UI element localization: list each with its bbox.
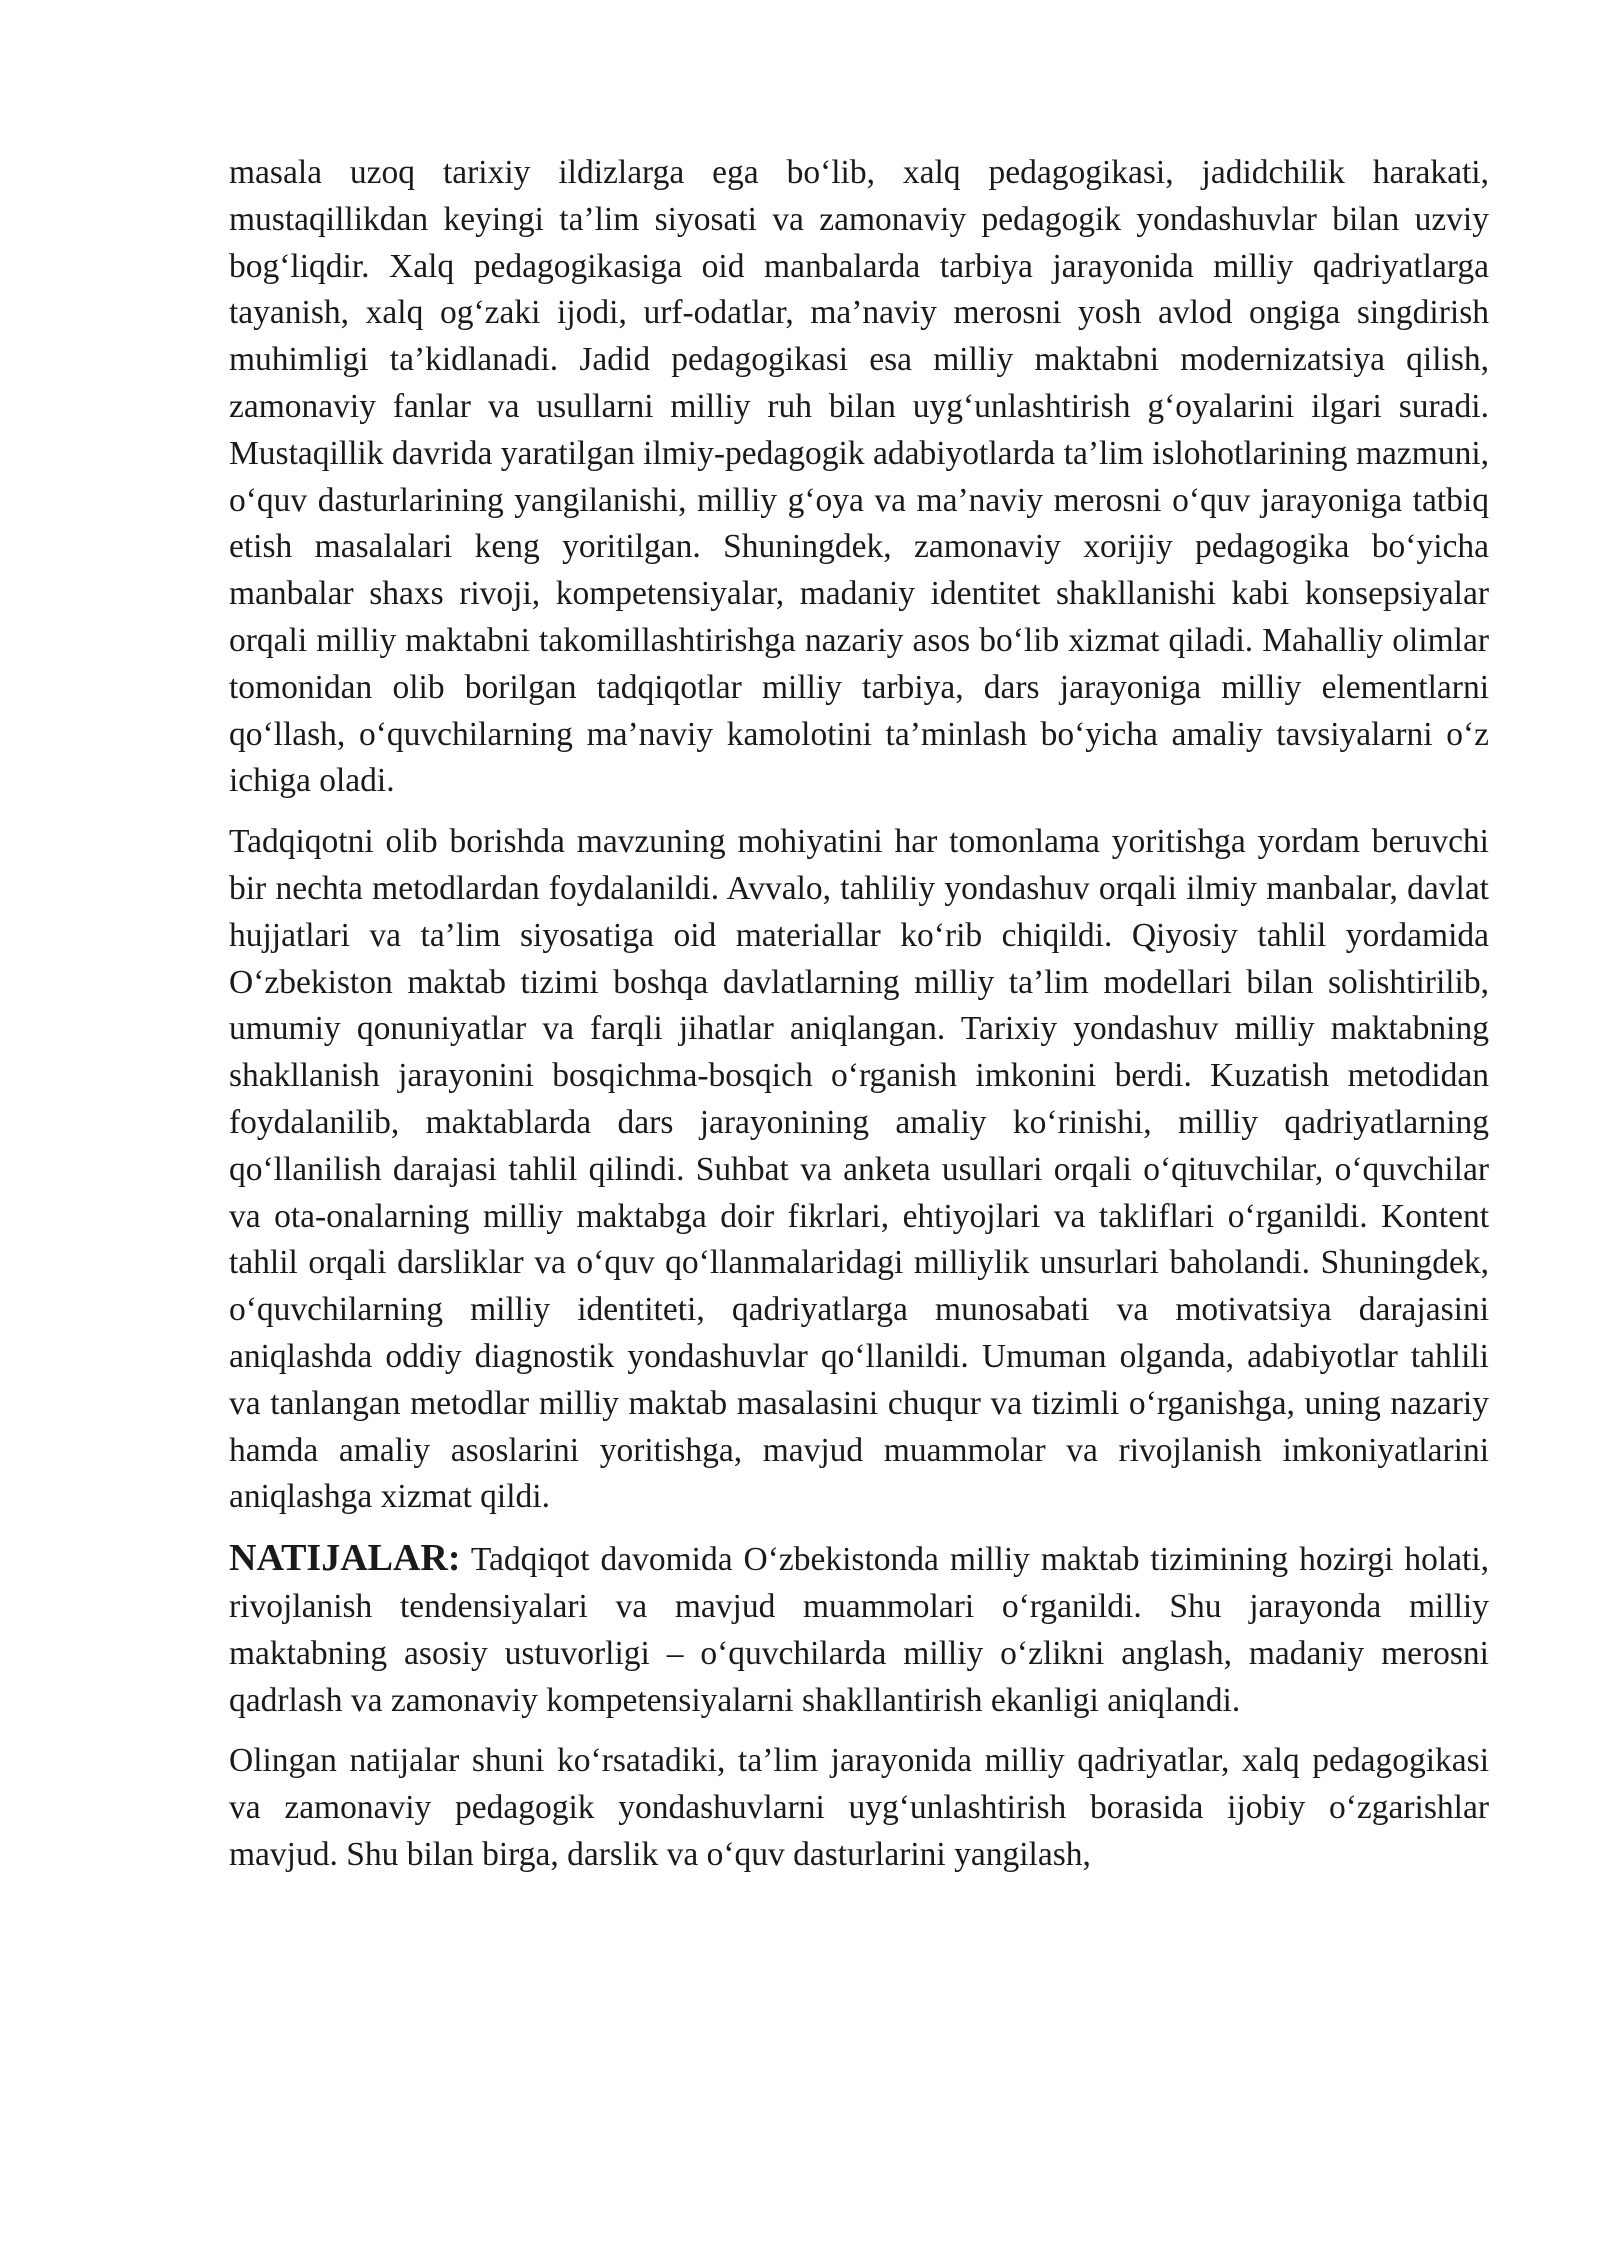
paragraph-results [229, 1535, 1489, 1724]
paragraph-methods [229, 819, 1489, 1521]
paragraph-text: Tadqiqotni olib borishda mavzuning mohiyatini har tomonlama yoritishga yordam beruvchi bir nechta metodlardan foydalanildi. Avvalo, tahliliy yondashuv orqali ilmiy manbalar, davlat hujjatlari va ta’lim siyosatiga oid materiallar ko‘rib chiqildi. Qiyosiy tahlil yordamida O‘zbekiston maktab tizimi boshqa davlatlarning milliy ta’lim modellari bilan solishtirilib, umumiy qonuniyatlar va farqli jihatlar aniqlangan. Tarixiy yondashuv milliy maktabning shakllanish jarayonini bosqichma-bosqich o‘rganish imkonini berdi. Kuzatish metodidan foydalanilib, maktablarda dars jarayonining amaliy ko‘rinishi, milliy qadriyatlarning qo‘llanilish darajasi tahlil qilindi. Suhbat va anketa usullari orqali o‘qituvchilar, o‘quvchilar va ota-onalarning milliy maktabga doir fikrlari, ehtiyojlari va takliflari o‘rganildi. Kontent tahlil orqali darsliklar va o‘quv qo‘llanmalaridagi milliylik unsurlari baholandi. Shuningdek, o‘quvchilarning milliy identiteti, qadriyatlarga munosabati va motivatsiya darajasini aniqlashda oddiy diagnostik yondashuvlar qo‘llanildi. Umuman olganda, adabiyotlar tahlili va tanlangan metodlar milliy maktab masalasini chuqur va tizimli o‘rganishga, uning nazariy hamda amaliy asoslarini yoritishga, mavjud muammolar va rivojlanish imkoniyatlarini aniqlashga xizmat qildi. [229, 823, 1489, 1516]
paragraph-text: masala uzoq tarixiy ildizlarga ega bo‘lib, xalq pedagogikasi, jadidchilik harakati, mustaqillikdan keyingi ta’lim siyosati va zamonaviy pedagogik yondashuvlar bilan uzviy bog‘liqdir. Xalq pedagogikasiga oid manbalarda tarbiya jarayonida milliy qadriyatlarga tayanish, xalq og‘zaki ijodi, urf-odatlar, ma’naviy merosni yosh avlod ongiga singdirish muhimligi ta’kidlanadi. Jadid pedagogikasi esa milliy maktabni modernizatsiya qilish, zamonaviy fanlar va usullarni milliy ruh bilan uyg‘unlashtirish g‘oyalarini ilgari suradi. Mustaqillik davrida yaratilgan ilmiy-pedagogik adabiyotlarda ta’lim islohotlarining mazmuni, o‘quv dasturlarining yangilanishi, milliy g‘oya va ma’naviy merosni o‘quv jarayoniga tatbiq etish masalalari keng yoritilgan. Shuningdek, zamonaviy xorijiy pedagogika bo‘yicha manbalar shaxs rivoji, kompetensiyalar, madaniy identitet shakllanishi kabi konsepsiyalar orqali milliy maktabni takomillashtirishga nazariy asos bo‘lib xizmat qiladi. Mahalliy olimlar tomonidan olib borilgan tadqiqotlar milliy tarbiya, dars jarayoniga milliy elementlarni qo‘llash, o‘quvchilarning ma’naviy kamolotini ta’minlash bo‘yicha amaliy tavsiyalarni o‘z ichiga oladi. [229, 154, 1489, 800]
paragraph-text: Tadqiqot davomida O‘zbekistonda milliy maktab tizimining hozirgi holati, rivojlanish tendensiyalari va mavjud muammolari o‘rganildi. Shu jarayonda milliy maktabning asosiy ustuvorligi – o‘quvchilarda milliy o‘zlikni anglash, madaniy merosni qadrlash va zamonaviy kompetensiyalarni shakllantirish ekanligi aniqlandi. [229, 1541, 1489, 1719]
paragraph-literature-review [229, 150, 1489, 805]
document-page [229, 150, 1489, 1893]
paragraph-results-continued [229, 1738, 1489, 1878]
section-heading-results: NATIJALAR: [229, 1537, 461, 1580]
paragraph-text: Olingan natijalar shuni ko‘rsatadiki, ta’lim jarayonida milliy qadriyatlar, xalq pedagogikasi va zamonaviy pedagogik yondashuvlarni uyg‘unlashtirish borasida ijobiy o‘zgarishlar mavjud. Shu bilan birga, darslik va o‘quv dasturlarini yangilash, [229, 1742, 1489, 1873]
